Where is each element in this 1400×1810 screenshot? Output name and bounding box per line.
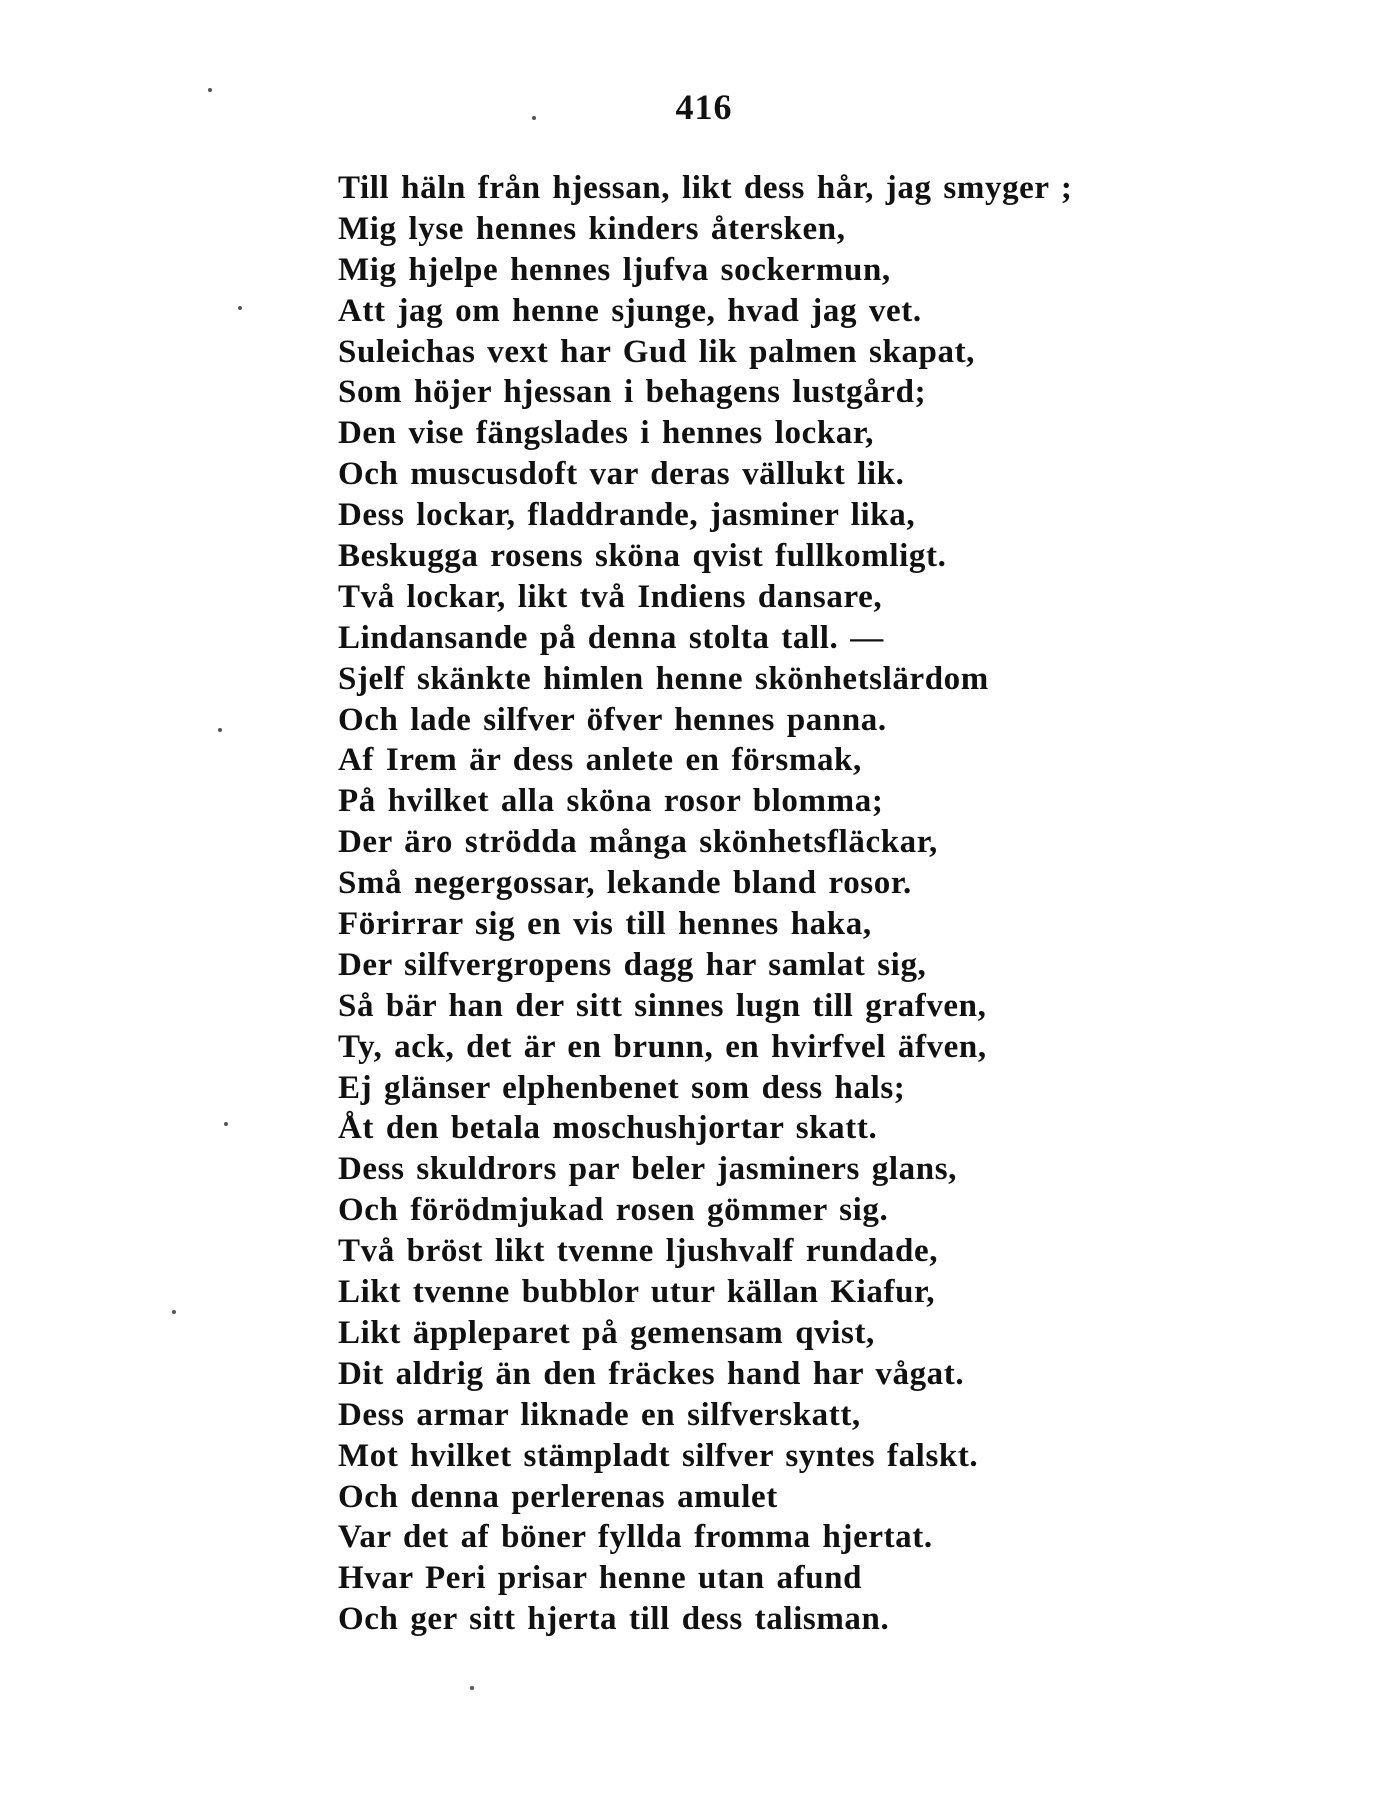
poem-line: Ej glänser elphenbenet som dess hals;	[338, 1069, 906, 1106]
scan-speck	[218, 728, 222, 732]
poem-line: Som höjer hjessan i behagens lustgård;	[338, 374, 927, 411]
poem-line: Der äro strödda många skönhetsfläckar,	[338, 824, 938, 861]
poem-line: Två lockar, likt två Indiens dansare,	[338, 578, 883, 615]
poem-line: Den vise fängslades i hennes lockar,	[338, 415, 874, 452]
poem-line: På hvilket alla sköna rosor blomma;	[338, 783, 884, 820]
poem-text	[338, 168, 1368, 1640]
poem-line: Der silfvergropens dagg har samlat sig,	[338, 946, 927, 983]
poem-line: Ty, ack, det är en brunn, en hvirfvel äfven,	[338, 1028, 987, 1065]
poem-line: Att jag om henne sjunge, hvad jag vet.	[338, 292, 922, 329]
poem-line: Mig lyse hennes kinders återsken,	[338, 210, 846, 247]
poem-line: Åt den betala moschushjortar skatt.	[338, 1110, 878, 1147]
poem-line: Sjelf skänkte himlen henne skönhetslärdom	[338, 660, 989, 697]
poem-line: Af Irem är dess anlete en försmak,	[338, 742, 862, 779]
scan-speck	[470, 1686, 474, 1690]
poem-line: Likt äppleparet på gemensam qvist,	[338, 1314, 875, 1351]
poem-line: Så bär han der sitt sinnes lugn till grafven,	[338, 987, 987, 1024]
scan-speck	[172, 1310, 176, 1314]
poem-line: Och ger sitt hjerta till dess talisman.	[338, 1601, 890, 1638]
poem-line: Beskugga rosens sköna qvist fullkomligt.	[338, 538, 947, 575]
poem-line: Och muscusdoft var deras vällukt lik.	[338, 456, 905, 493]
poem-line: Lindansande på denna stolta tall. —	[338, 619, 884, 656]
poem-line: Två bröst likt tvenne ljushvalf rundade,	[338, 1233, 939, 1270]
poem-line: Och lade silfver öfver hennes panna.	[338, 701, 887, 738]
poem-line: Hvar Peri prisar henne utan afund	[338, 1560, 863, 1597]
poem-line: Och denna perlerenas amulet	[338, 1478, 778, 1515]
scan-speck	[238, 306, 242, 310]
poem-line: Likt tvenne bubblor utur källan Kiafur,	[338, 1274, 936, 1311]
scan-speck	[532, 116, 536, 120]
poem-line: Suleichas vext har Gud lik palmen skapat,	[338, 333, 976, 370]
poem-line: Dess armar liknade en silfverskatt,	[338, 1396, 861, 1433]
poem-line: Till häln från hjessan, likt dess hår, jag smyger ;	[338, 170, 1073, 206]
poem-line: Var det af böner fyllda fromma hjertat.	[338, 1519, 933, 1556]
poem-line: Och förödmjukad rosen gömmer sig.	[338, 1192, 889, 1229]
poem-line: Dess skuldrors par beler jasminers glans,	[338, 1151, 957, 1188]
scan-speck	[208, 88, 212, 92]
poem-line: Dit aldrig än den fräckes hand har vågat.	[338, 1355, 965, 1392]
page-number: 416	[675, 87, 733, 127]
poem-line: Dess lockar, fladdrande, jasminer lika,	[338, 497, 916, 534]
poem-line: Mig hjelpe hennes ljufva sockermun,	[338, 251, 891, 288]
poem-line: Förirrar sig en vis till hennes haka,	[338, 906, 872, 943]
scan-speck	[224, 1122, 228, 1126]
poem-line: Mot hvilket stämpladt silfver syntes falskt.	[338, 1437, 979, 1474]
poem-line: Små negergossar, lekande bland rosor.	[338, 865, 912, 902]
